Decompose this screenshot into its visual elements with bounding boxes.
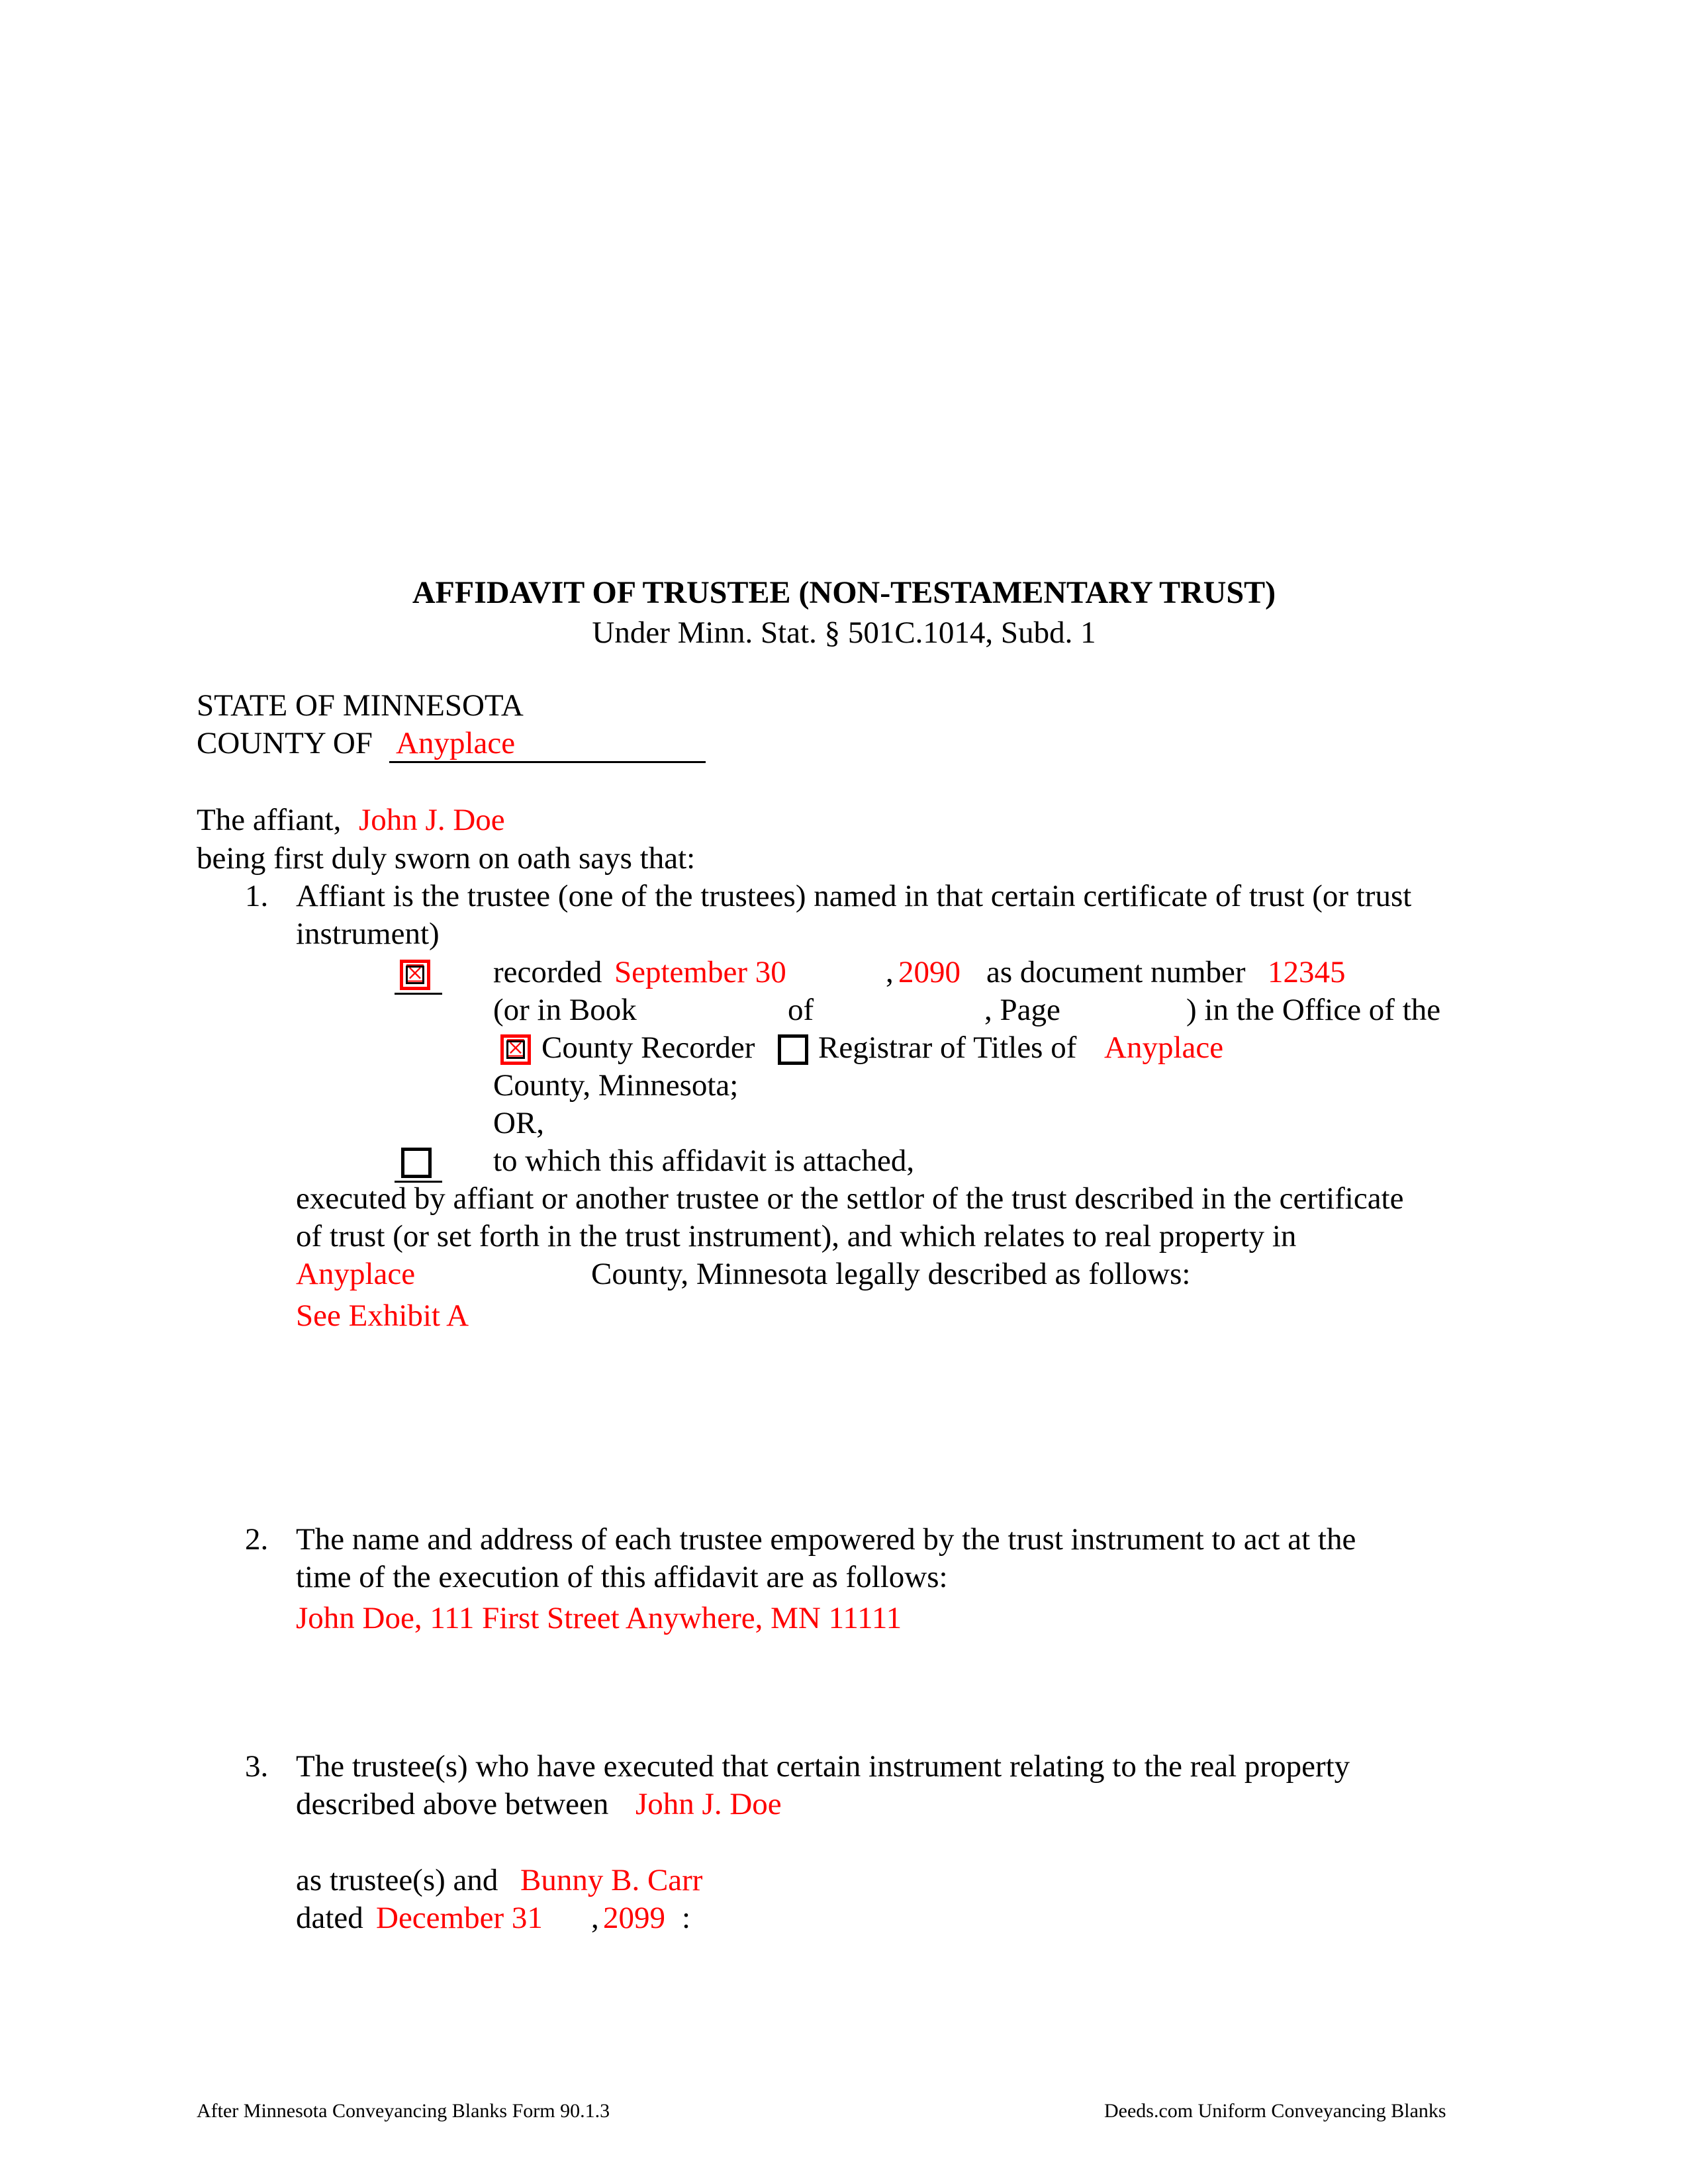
item1-intro-line1: Affiant is the trustee (one of the trustees) named in that certain certificate of trust (or trust xyxy=(296,879,1412,913)
dated-date: December 31 xyxy=(376,1901,543,1935)
dated-end: : xyxy=(682,1901,691,1935)
page-label: , Page xyxy=(984,993,1060,1027)
registrar-county: Anyplace xyxy=(1104,1030,1224,1065)
trustee-name-address: John Doe, 111 First Street Anywhere, MN 11111 xyxy=(296,1601,902,1635)
check-x-icon: ☒ xyxy=(404,960,426,988)
county-label: COUNTY OF xyxy=(197,726,373,760)
book-of-label: of xyxy=(788,993,814,1027)
check-x-icon: ☒ xyxy=(504,1035,527,1063)
recorded-checkbox[interactable] xyxy=(400,960,430,990)
document-number-label: as document number xyxy=(986,955,1246,989)
document-title: AFFIDAVIT OF TRUSTEE (NON-TESTAMENTARY TRUST) xyxy=(412,575,1276,610)
item2-line2: time of the execution of this affidavit are as follows: xyxy=(296,1560,948,1594)
document-subtitle: Under Minn. Stat. § 501C.1014, Subd. 1 xyxy=(592,615,1096,650)
recorded-date: September 30 xyxy=(614,955,786,989)
attached-checkbox[interactable] xyxy=(401,1148,432,1178)
dated-year: 2099 xyxy=(603,1901,665,1935)
registrar-checkbox[interactable] xyxy=(778,1034,808,1065)
county-recorder-label: County Recorder xyxy=(541,1030,755,1065)
item2-number: 2. xyxy=(245,1522,269,1557)
as-trustee-label: as trustee(s) and xyxy=(296,1863,498,1897)
executed-line1: executed by affiant or another trustee or the settlor of the trust described in the certificate xyxy=(296,1181,1404,1216)
or-label: OR, xyxy=(493,1106,545,1140)
executing-trustee-name: John J. Doe xyxy=(635,1787,782,1821)
dated-label: dated xyxy=(296,1901,363,1935)
recorded-label: recorded xyxy=(493,955,602,989)
affiant-name: John J. Doe xyxy=(359,803,505,837)
document-number: 12345 xyxy=(1268,955,1346,989)
item1-intro-line2: instrument) xyxy=(296,917,440,951)
legal-description: See Exhibit A xyxy=(296,1298,469,1333)
state-line: STATE OF MINNESOTA xyxy=(197,688,524,723)
recorded-checkbox-underline xyxy=(395,993,442,995)
dated-comma: , xyxy=(591,1901,599,1935)
county-underline xyxy=(389,761,706,763)
footer-left: After Minnesota Conveyancing Blanks Form 90.1.3 xyxy=(197,2100,610,2122)
county-recorder-checkbox[interactable] xyxy=(500,1034,531,1065)
sworn-line: being first duly sworn on oath says that: xyxy=(197,841,696,876)
book-label: (or in Book xyxy=(493,993,637,1027)
affiant-label: The affiant, xyxy=(197,803,342,837)
county-minnesota-line: County, Minnesota; xyxy=(493,1068,739,1103)
recorded-year: 2090 xyxy=(898,955,961,989)
item2-line1: The name and address of each trustee empowered by the trust instrument to act at the xyxy=(296,1522,1356,1557)
office-label: ) in the Office of the xyxy=(1186,993,1441,1027)
attached-label: to which this affidavit is attached, xyxy=(493,1144,915,1178)
item1-number: 1. xyxy=(245,879,269,913)
executed-line2: of trust (or set forth in the trust instrument), and which relates to real property in xyxy=(296,1219,1297,1253)
county-value: Anyplace xyxy=(396,726,516,760)
property-county: Anyplace xyxy=(296,1257,416,1291)
item3-line2-label: described above between xyxy=(296,1787,609,1821)
other-party-name: Bunny B. Carr xyxy=(520,1863,703,1897)
item3-line1: The trustee(s) who have executed that certain instrument relating to the real property xyxy=(296,1749,1350,1784)
recorded-comma: , xyxy=(886,955,894,989)
footer-right: Deeds.com Uniform Conveyancing Blanks xyxy=(1104,2100,1446,2122)
registrar-label: Registrar of Titles of xyxy=(818,1030,1077,1065)
legal-description-label: County, Minnesota legally described as follows: xyxy=(591,1257,1191,1291)
item3-number: 3. xyxy=(245,1749,269,1784)
